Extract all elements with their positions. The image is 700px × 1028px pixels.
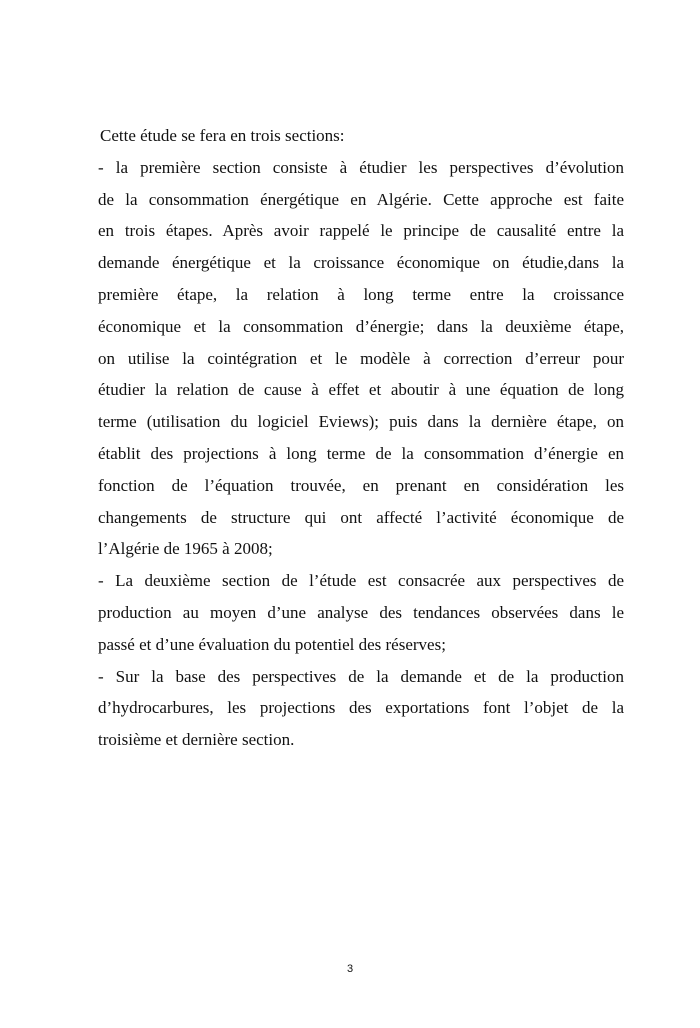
page-number: 3 <box>346 963 354 975</box>
text-line: de la consommation énergétique en Algérie. Cette approche est faite <box>98 189 624 209</box>
text-line: - la première section consiste à étudier les perspectives d’évolution <box>98 157 624 177</box>
text-line: on utilise la cointégration et le modèle à correction d’erreur pour <box>98 348 624 368</box>
text-line: production au moyen d’une analyse des tendances observées dans le <box>98 602 624 622</box>
text-line: terme (utilisation du logiciel Eviews); puis dans la dernière étape, on <box>98 412 624 432</box>
text-line: changements de structure qui ont affecté l’activité économique de <box>98 507 624 527</box>
text-line: demande énergétique et la croissance économique on étudie,dans la <box>98 253 624 273</box>
text-line: en trois étapes. Après avoir rappelé le principe de causalité entre la <box>98 221 624 241</box>
text-line: établit des projections à long terme de la consommation d’énergie en <box>98 443 624 463</box>
text-line: première étape, la relation à long terme entre la croissance <box>98 284 624 304</box>
text-line: étudier la relation de cause à effet et aboutir à une équation de long <box>98 380 624 400</box>
text-line: d’hydrocarbures, les projections des exportations font l’objet de la <box>98 698 624 718</box>
text-line: troisième et dernière section. <box>98 730 295 750</box>
text-line: passé et d’une évaluation du potentiel des réserves; <box>98 634 446 654</box>
text-line: économique et la consommation d’énergie; dans la deuxième étape, <box>98 316 624 336</box>
text-line-intro: Cette étude se fera en trois sections: <box>100 126 345 145</box>
body-text <box>98 120 624 756</box>
text-line: - La deuxième section de l’étude est consacrée aux perspectives de <box>98 571 624 591</box>
text-line: - Sur la base des perspectives de la demande et de la production <box>98 666 624 686</box>
text-line: fonction de l’équation trouvée, en prenant en considération les <box>98 475 624 495</box>
text-line: l’Algérie de 1965 à 2008; <box>98 539 273 559</box>
